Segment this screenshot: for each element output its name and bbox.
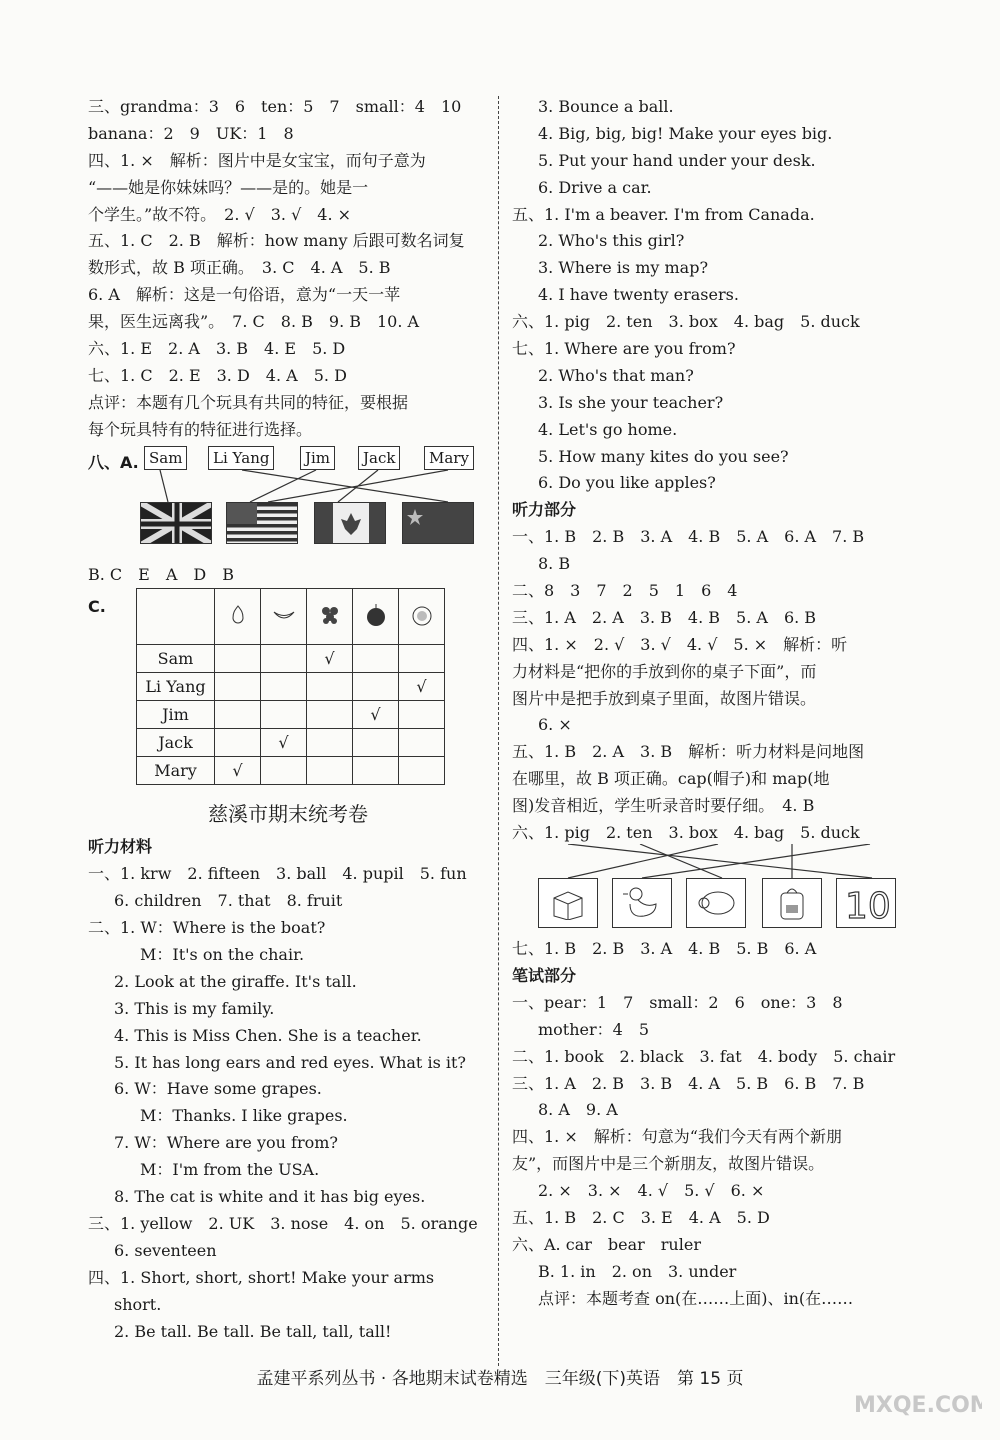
- text-line: 4. I have twenty erasers.: [538, 285, 739, 305]
- text-line: 七、1. Where are you from?: [512, 339, 736, 359]
- table-cell: [399, 645, 445, 673]
- table-cell-name: Jack: [137, 729, 215, 757]
- text-line: 3. Where is my map?: [538, 258, 709, 278]
- name-box-sam: Sam: [144, 446, 187, 470]
- text-line: 七、1. B 2. B 3. A 4. B 5. B 6. A: [512, 939, 817, 959]
- table-cell-name: Li Yang: [137, 673, 215, 701]
- table-cell: √: [353, 701, 399, 729]
- text-line: 8. The cat is white and it has big eyes.: [114, 1187, 426, 1207]
- text-line: 七、1. C 2. E 3. D 4. A 5. D: [88, 365, 347, 385]
- text-line: M：It's on the chair.: [140, 945, 305, 965]
- column-divider: [498, 96, 499, 1366]
- table-cell: [353, 757, 399, 785]
- table-cell: √: [215, 757, 261, 785]
- table-cell: √: [307, 645, 353, 673]
- text-line: 听力材料: [88, 837, 153, 857]
- table-cell: [261, 673, 307, 701]
- table-cell: [307, 757, 353, 785]
- text-line: 5. It has long ears and red eyes. What is it?: [114, 1052, 466, 1072]
- usa-flag-icon: [226, 502, 298, 544]
- text-line: 五、1. B 2. A 3. B 解析：听力材料是问地图: [512, 742, 865, 762]
- table-row: [137, 729, 445, 757]
- pear-icon: [215, 589, 261, 645]
- svg-text:10: 10: [845, 886, 891, 924]
- text-line: 6. children 7. that 8. fruit: [114, 891, 343, 911]
- table-cell: [353, 645, 399, 673]
- section-eight-b: B. C E A D B: [88, 564, 234, 584]
- text-line: 三、1. yellow 2. UK 3. nose 4. on 5. orange: [88, 1213, 478, 1233]
- right-answers-block: [512, 94, 912, 820]
- text-line: 四、1. Short, short, short! Make your arms: [88, 1267, 435, 1287]
- table-cell: [399, 757, 445, 785]
- text-line: 力材料是“把你的手放到你的桌子下面”，而: [512, 661, 817, 681]
- section-eight-c-label: C.: [88, 597, 106, 617]
- text-line: 6. W：Have some grapes.: [114, 1079, 322, 1099]
- text-line: “——她是你妹妹吗？——是的。她是一: [88, 177, 369, 197]
- name-box-mary: Mary: [424, 446, 474, 470]
- text-line: 每个玩具特有的特征进行选择。: [88, 419, 313, 439]
- matching-lines: [88, 470, 488, 502]
- banana-icon: [261, 589, 307, 645]
- watermark-logo: [852, 1372, 982, 1432]
- table-cell: [215, 673, 261, 701]
- grapes-icon: [307, 589, 353, 645]
- text-line: 二、1. book 2. black 3. fat 4. body 5. chair: [512, 1046, 896, 1066]
- table-cell: [261, 701, 307, 729]
- text-line: short.: [114, 1294, 162, 1314]
- text-line: 图片中是把手放到桌子里面，故图片错误。: [512, 688, 817, 708]
- text-line: 三、1. A 2. B 3. B 4. A 5. B 6. B 7. B: [512, 1073, 865, 1093]
- table-cell: [307, 673, 353, 701]
- text-line: 四、1. × 解析：句意为“我们今天有两个新朋: [512, 1127, 842, 1147]
- right-written-answers: [512, 936, 912, 1312]
- text-line: 6. ×: [538, 715, 572, 735]
- text-line: 4. Let's go home.: [538, 419, 678, 439]
- text-line: banana：2 9 UK：1 8: [88, 123, 294, 143]
- name-box-jack: Jack: [358, 446, 400, 470]
- names-row: [88, 444, 488, 502]
- fruit-table-block: [88, 588, 488, 794]
- text-line: 六、A. car bear ruler: [512, 1234, 701, 1254]
- text-line: 三、grandma：3 6 ten：5 7 small：4 10: [88, 97, 462, 116]
- text-line: 一、pear：1 7 small：2 6 one：3 8: [512, 992, 843, 1012]
- text-line: 数形式，故 B 项正确。 3. C 4. A 5. B: [88, 258, 391, 278]
- text-line: 二、8 3 7 2 5 1 6 4: [512, 581, 738, 601]
- bag-icon: [762, 878, 822, 928]
- table-cell: [261, 645, 307, 673]
- text-line: 2. Who's that man?: [538, 365, 694, 385]
- text-line: 四、1. × 2. √ 3. √ 4. √ 5. × 解析：听: [512, 634, 848, 654]
- text-line: 8. B: [538, 554, 571, 574]
- table-row: [137, 757, 445, 785]
- table-cell-name: Mary: [137, 757, 215, 785]
- text-line: 笔试部分: [512, 965, 577, 985]
- left-column: [88, 94, 488, 1345]
- text-line: 点评：本题考查 on(在……上面)、in(在……: [538, 1288, 854, 1308]
- table-cell: [399, 701, 445, 729]
- fruit-table: [136, 588, 445, 785]
- section-eight-a-label: 八、A.: [88, 452, 139, 472]
- text-line: 五、1. C 2. B 解析：how many 后跟可数名词复: [88, 231, 465, 251]
- text-line: 2. Look at the giraffe. It's tall.: [114, 971, 357, 991]
- box-icon: [538, 878, 598, 928]
- text-line: 在哪里，故 B 项正确。cap(帽子)和 map(地: [512, 769, 830, 789]
- text-line: 5. Put your hand under your desk.: [538, 150, 816, 170]
- text-line: 8. A 9. A: [538, 1100, 618, 1120]
- table-cell: √: [399, 673, 445, 701]
- text-line: M：Thanks. I like grapes.: [140, 1106, 348, 1126]
- name-box-jim: Jim: [300, 446, 335, 470]
- china-flag-icon: [402, 502, 474, 544]
- table-row: [137, 645, 445, 673]
- text-line: 3. This is my family.: [114, 998, 275, 1018]
- text-line: mother：4 5: [538, 1019, 650, 1039]
- text-line: 听力部分: [512, 500, 577, 520]
- table-cell-name: Jim: [137, 701, 215, 729]
- svg-text:MXQE.COM: MXQE.COM: [854, 1393, 982, 1418]
- text-line: 一、1. B 2. B 3. A 4. B 5. A 6. A 7. B: [512, 527, 865, 547]
- matching-pictures-block: [512, 820, 912, 936]
- table-cell: √: [261, 729, 307, 757]
- table-cell: [399, 729, 445, 757]
- orange-icon: [399, 589, 445, 645]
- table-cell: [215, 645, 261, 673]
- section-six-line: 六、1. pig 2. ten 3. box 4. bag 5. duck: [512, 823, 860, 843]
- text-line: 一、1. krw 2. fifteen 3. ball 4. pupil 5. fun: [88, 864, 467, 884]
- text-line: 六、1. E 2. A 3. B 4. E 5. D: [88, 339, 346, 359]
- text-line: 7. W：Where are you from?: [114, 1133, 338, 1153]
- text-line: 4. Big, big, big! Make your eyes big.: [538, 123, 833, 143]
- text-line: 果，医生远离我”。 7. C 8. B 9. B 10. A: [88, 312, 420, 332]
- text-line: 6. Drive a car.: [538, 177, 652, 197]
- left-listening-material: [88, 834, 488, 1345]
- apple-icon: [353, 589, 399, 645]
- text-line: 2. Be tall. Be tall. Be tall, tall, tall!: [114, 1321, 392, 1341]
- text-line: 4. This is Miss Chen. She is a teacher.: [114, 1025, 422, 1045]
- text-line: 6. Do you like apples?: [538, 473, 716, 493]
- uk-flag-icon: [140, 502, 212, 544]
- text-line: B. 1. in 2. on 3. under: [538, 1261, 737, 1281]
- text-line: 2. × 3. × 4. √ 5. √ 6. ×: [538, 1181, 765, 1201]
- text-line: 2. Who's this girl?: [538, 231, 685, 251]
- page-footer: 孟建平系列丛书 · 各地期末试卷精选 三年级(下)英语 第 15 页: [256, 1369, 744, 1389]
- table-cell: [353, 673, 399, 701]
- table-cell: [261, 757, 307, 785]
- table-header-row: [137, 589, 445, 645]
- table-cell: [215, 729, 261, 757]
- number-ten-icon: [836, 878, 896, 928]
- table-row: [137, 701, 445, 729]
- table-cell: [307, 701, 353, 729]
- table-cell: [353, 729, 399, 757]
- text-line: 五、1. I'm a beaver. I'm from Canada.: [512, 204, 815, 224]
- text-line: 5. How many kites do you see?: [538, 446, 789, 466]
- text-line: 二、1. W：Where is the boat?: [88, 918, 326, 938]
- text-line: 五、1. B 2. C 3. E 4. A 5. D: [512, 1207, 770, 1227]
- text-line: 友”，而图片中是三个新朋友，故图片错误。: [512, 1154, 825, 1174]
- flags-row: [88, 502, 488, 562]
- table-row: [137, 673, 445, 701]
- name-box-li-yang: Li Yang: [208, 446, 274, 470]
- text-line: 图)发音相近，学生听录音时要仔细。 4. B: [512, 796, 815, 816]
- duck-icon: [612, 878, 672, 928]
- table-cell-name: Sam: [137, 645, 215, 673]
- text-line: 个学生。”故不符。 2. √ 3. √ 4. ×: [88, 204, 352, 224]
- text-line: 6. seventeen: [114, 1240, 217, 1260]
- left-answers-block: [88, 94, 488, 444]
- text-line: 3. Is she your teacher?: [538, 392, 724, 412]
- text-line: 点评：本题有几个玩具有共同的特征，要根据: [88, 392, 409, 412]
- canada-flag-icon: [314, 502, 386, 544]
- text-line: 四、1. × 解析：图片中是女宝宝，而句子意为: [88, 150, 426, 170]
- picture-matching-lines: [512, 844, 912, 878]
- exam-title: 慈溪市期末统考卷: [208, 802, 368, 827]
- table-cell: [215, 701, 261, 729]
- pig-icon: [686, 878, 746, 928]
- text-line: 6. A 解析：这是一句俗语，意为“一天一苹: [88, 285, 401, 305]
- text-line: 三、1. A 2. A 3. B 4. B 5. A 6. B: [512, 607, 817, 627]
- right-column: [512, 94, 912, 1313]
- text-line: 3. Bounce a ball.: [538, 97, 674, 116]
- text-line: M：I'm from the USA.: [140, 1160, 320, 1180]
- text-line: 六、1. pig 2. ten 3. box 4. bag 5. duck: [512, 312, 860, 332]
- table-cell: [307, 729, 353, 757]
